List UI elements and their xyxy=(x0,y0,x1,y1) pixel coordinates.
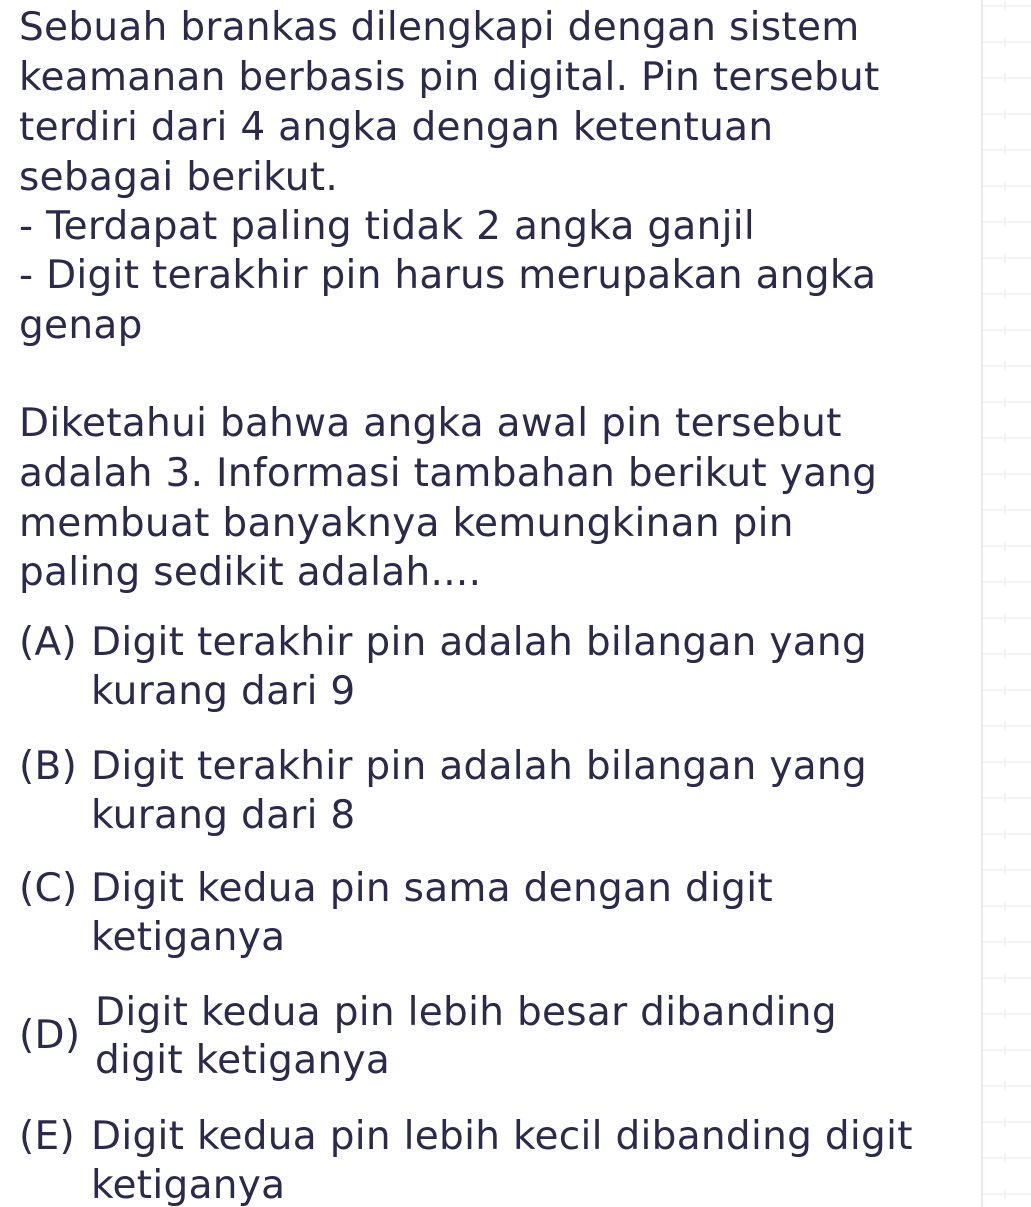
option-letter: (B) xyxy=(19,744,78,789)
option-text: kurang dari 9 xyxy=(91,669,356,714)
option-text: digit ketiganya xyxy=(95,1038,391,1083)
question-line: terdiri dari 4 angka dengan ketentuan xyxy=(19,105,774,150)
option-text: Digit kedua pin lebih kecil dibanding digit xyxy=(91,1114,913,1159)
question-line: Sebuah brankas dilengkapi dengan sistem xyxy=(19,5,860,50)
option-text: Digit terakhir pin adalah bilangan yang xyxy=(91,744,868,789)
option-text: ketiganya xyxy=(91,915,286,960)
question-line: Diketahui bahwa angka awal pin tersebut xyxy=(19,401,842,446)
option-text: Digit kedua pin lebih besar dibanding xyxy=(95,990,837,1035)
question-line: adalah 3. Informasi tambahan berikut yang xyxy=(19,451,878,496)
grid-tick-marks xyxy=(981,0,1031,1207)
question-line: sebagai berikut. xyxy=(19,155,339,200)
condition-line: genap xyxy=(19,303,143,348)
option-text: Digit terakhir pin adalah bilangan yang xyxy=(91,620,868,665)
option-letter: (D) xyxy=(19,1013,81,1058)
option-text: kurang dari 8 xyxy=(91,793,356,838)
option-letter: (E) xyxy=(19,1114,75,1159)
question-line: paling sedikit adalah.... xyxy=(19,550,482,595)
grid-background xyxy=(981,0,1031,1207)
option-text: Digit kedua pin sama dengan digit xyxy=(91,866,773,911)
option-text: ketiganya xyxy=(91,1163,286,1207)
question-line: keamanan berbasis pin digital. Pin tersebut xyxy=(19,55,880,100)
condition-line: - Digit terakhir pin harus merupakan angka xyxy=(19,253,877,298)
condition-line: - Terdapat paling tidak 2 angka ganjil xyxy=(19,204,756,249)
option-letter: (C) xyxy=(19,866,78,911)
option-letter: (A) xyxy=(19,620,78,665)
question-line: membuat banyaknya kemungkinan pin xyxy=(19,501,794,546)
